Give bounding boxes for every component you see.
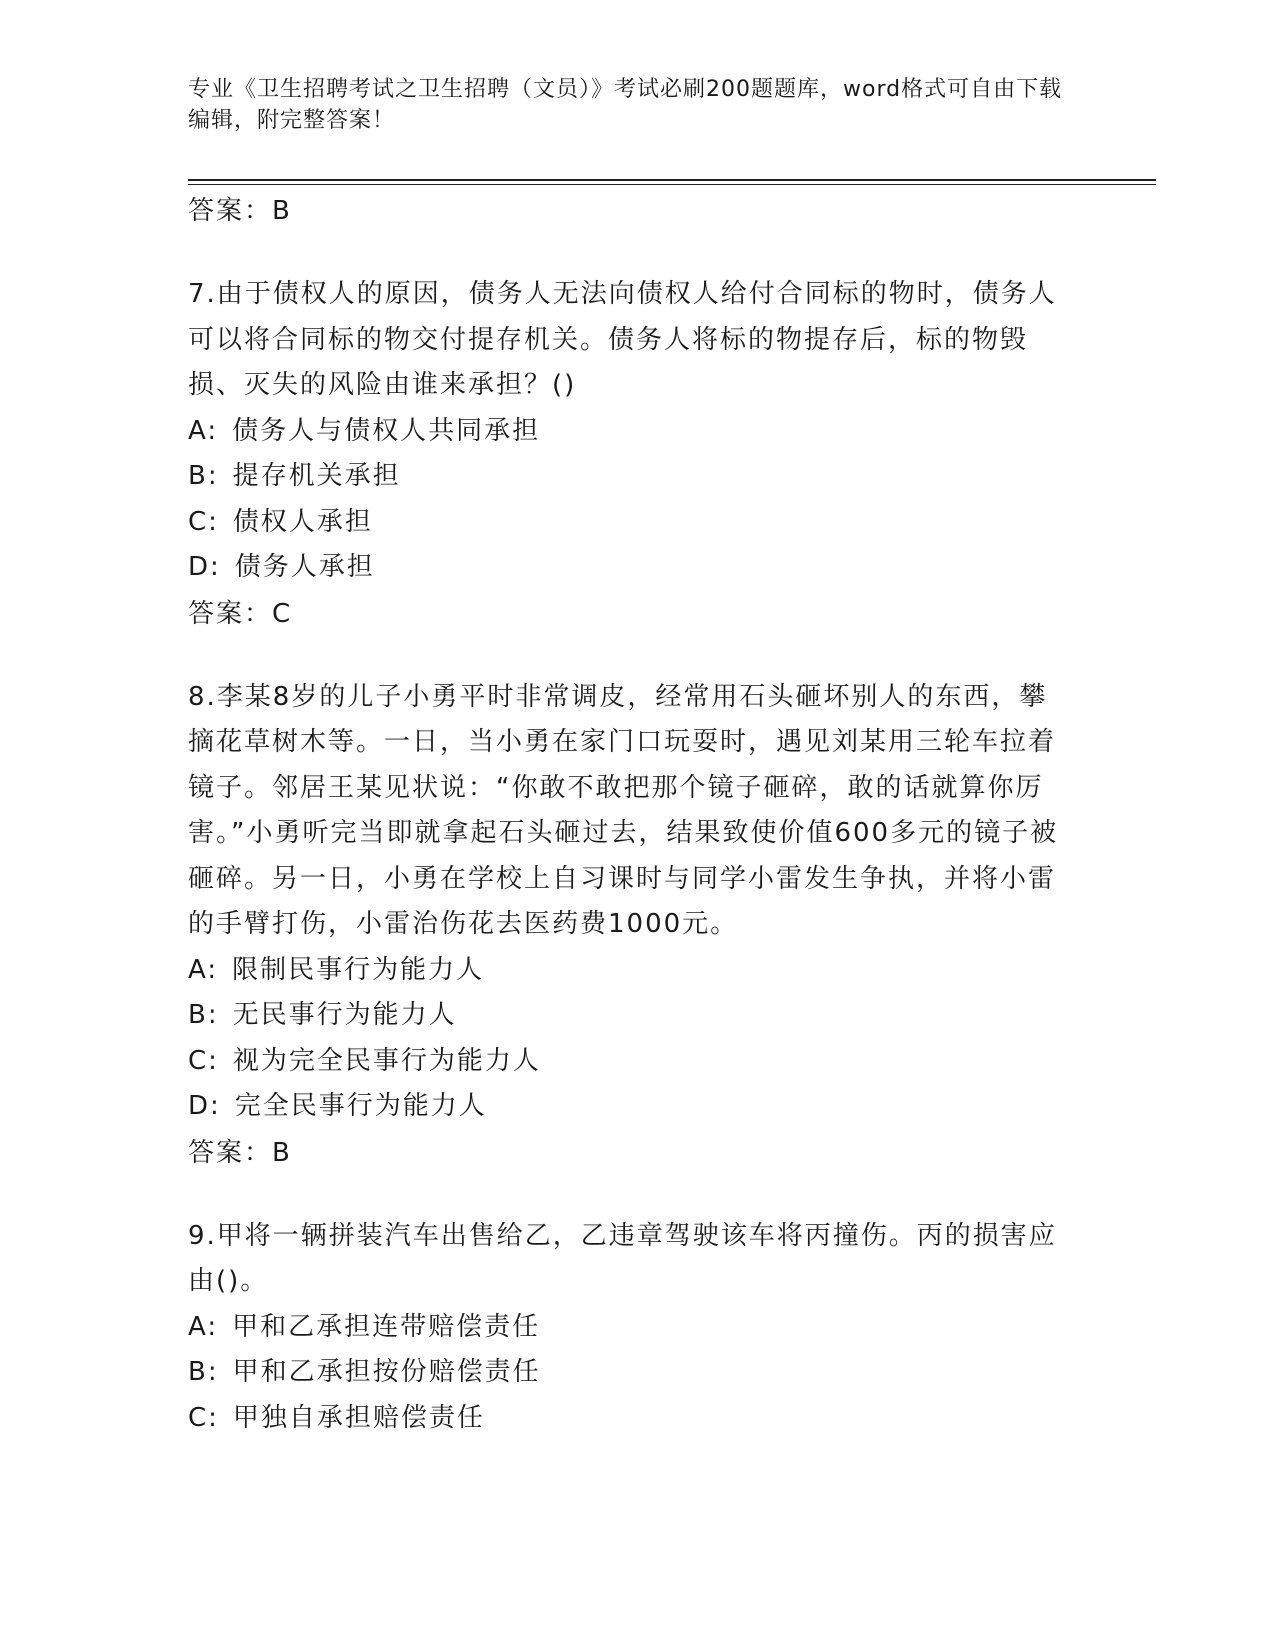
question-text-7: 7.由于债权人的原因，债务人无法向债权人给付合同标的物时，债务人可以将合同标的物交付提存机关。债务人将标的物提存后，标的物毁损、灭失的风险由谁来承担？() [188, 279, 1057, 400]
option-7-d [188, 545, 1068, 591]
option-key: C: [188, 1402, 219, 1433]
answer-8: 答案：B [188, 1137, 292, 1168]
option-text: 债务人与债权人共同承担 [232, 415, 541, 446]
option-text: 甲和乙承担连带赔偿责任 [232, 1311, 541, 1342]
option-9-b [188, 1350, 1068, 1396]
option-text: 无民事行为能力人 [232, 1000, 457, 1030]
option-7-b [188, 454, 1068, 500]
question-block-8 [188, 675, 1068, 1176]
option-key: D: [188, 552, 221, 582]
spacer [188, 637, 1068, 675]
option-key: A: [188, 415, 219, 446]
option-text: 视为完全民事行为能力人 [232, 1045, 541, 1076]
header-divider-thin [188, 184, 1156, 185]
answer-7: 答案：C [188, 598, 293, 629]
option-key: A: [188, 954, 219, 985]
spacer [188, 1176, 1068, 1214]
option-key: D: [188, 1091, 221, 1121]
question-text-8: 8.李某8岁的儿子小勇平时非常调皮，经常用石头砸坏别人的东西，攀摘花草树木等。一日，当小勇在家门口玩耍时，遇见刘某用三轮车拉着镜子。邻居王某见状说：“你敢不敢把那个镜子砸碎，敢的话就算你厉害。”小勇听完当即就拿起石头砸过去，结果致使价值600多元的镜子被砸碎。另一日，小勇在学校上自习课时与同学小雷发生争执，并将小雷的手臂打伤，小雷治伤花去医药费1000元。 [188, 681, 1059, 939]
option-key: B: [188, 1357, 219, 1387]
option-key: B: [188, 461, 219, 491]
header-divider-thick [188, 179, 1156, 181]
option-text: 限制民事行为能力人 [232, 954, 485, 985]
question-text-9: 9.甲将一辆拼装汽车出售给乙，乙违章驾驶该车将丙撞伤。丙的损害应由()。 [188, 1220, 1057, 1296]
page-header: 专业《卫生招聘考试之卫生招聘（文员）》考试必刷200题题库，word格式可自由下载编辑，附完整答案！ [188, 77, 1063, 133]
option-8-d [188, 1084, 1068, 1130]
option-9-c [188, 1396, 1068, 1442]
option-8-b [188, 993, 1068, 1039]
option-key: B: [188, 1000, 219, 1030]
option-text: 债务人承担 [234, 552, 375, 582]
option-8-c [188, 1039, 1068, 1085]
option-text: 提存机关承担 [232, 461, 401, 491]
questions-content [188, 188, 1068, 1441]
question-block-7 [188, 272, 1068, 637]
option-7-a [188, 409, 1068, 455]
answer-prev: 答案：B [188, 196, 292, 226]
option-9-a [188, 1305, 1068, 1351]
option-key: C: [188, 1045, 219, 1076]
question-block-9 [188, 1214, 1068, 1442]
option-text: 甲和乙承担按份赔偿责任 [232, 1357, 541, 1387]
option-8-a [188, 948, 1068, 994]
option-text: 甲独自承担赔偿责任 [232, 1402, 485, 1433]
option-text: 债权人承担 [232, 506, 373, 537]
option-key: C: [188, 506, 219, 537]
option-key: A: [188, 1311, 219, 1342]
option-text: 完全民事行为能力人 [234, 1091, 487, 1121]
option-7-c [188, 500, 1068, 546]
spacer [188, 234, 1068, 272]
